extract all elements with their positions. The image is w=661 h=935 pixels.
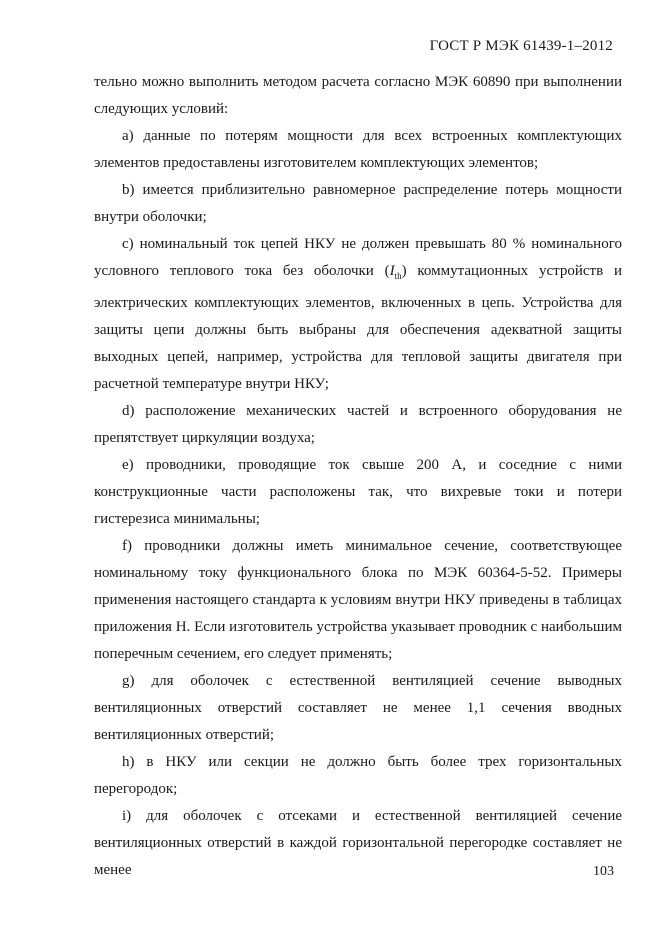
item-i: i) для оболочек с отсеками и естественной вентиляцией сечение вентиляционных отверстий в каждой горизонтальной перегородке составляет не менее bbox=[94, 808, 622, 878]
item-f: f) проводники должны иметь минимальное сечение, соответствующее номинальному току функционального блока по МЭК 60364-5-52. Примеры применения настоящего стандарта к условиям внутри НКУ приведены в таблицах приложения Н. Если изготовитель устройства указывает проводник с наибольшим поперечным сечением, его следует применять; bbox=[94, 538, 622, 662]
intro-paragraph: тельно можно выполнить методом расчета согласно МЭК 60890 при выполнении следующих условий: bbox=[94, 74, 622, 117]
current-symbol: I bbox=[389, 263, 395, 279]
item-d: d) расположение механических частей и встроенного оборудования не препятствует циркуляции воздуха; bbox=[94, 403, 622, 446]
body-text bbox=[94, 69, 622, 884]
item-g: g) для оболочек с естественной вентиляцией сечение выводных вентиляционных отверстий составляет не менее 1,1 сечения вводных вентиляционных отверстий; bbox=[94, 673, 622, 743]
item-b: b) имеется приблизительно равномерное распределение потерь мощности внутри оболочки; bbox=[94, 182, 622, 225]
standard-header: ГОСТ Р МЭК 61439-1–2012 bbox=[429, 38, 613, 54]
item-c-end: ) коммутационных устройств и электрических комплектующих элементов, включенных в цепь. Устройства для защиты цепи должны быть выбраны для обеспечения адекватной защиты выходных цепей, например, устройства для тепловой защиты двигателя при расчетной температуре внутри НКУ; bbox=[94, 263, 622, 392]
item-c bbox=[94, 231, 622, 398]
item-h: h) в НКУ или секции не должно быть более трех горизонтальных перегородок; bbox=[94, 754, 622, 797]
current-subscript: th bbox=[394, 271, 402, 281]
item-c-start: c) номинальный ток цепей НКУ не должен превышать 80 % номинального условного теплового тока без оболочки ( bbox=[94, 236, 622, 279]
item-e: e) проводники, проводящие ток свыше 200 А, и соседние с ними конструкционные части расположены так, что вихревые токи и потери гистерезиса минимальны; bbox=[94, 457, 622, 527]
page-number: 103 bbox=[593, 864, 614, 879]
item-a: a) данные по потерям мощности для всех встроенных комплектующих элементов предоставлены изготовителем комплектующих элементов; bbox=[94, 128, 622, 171]
